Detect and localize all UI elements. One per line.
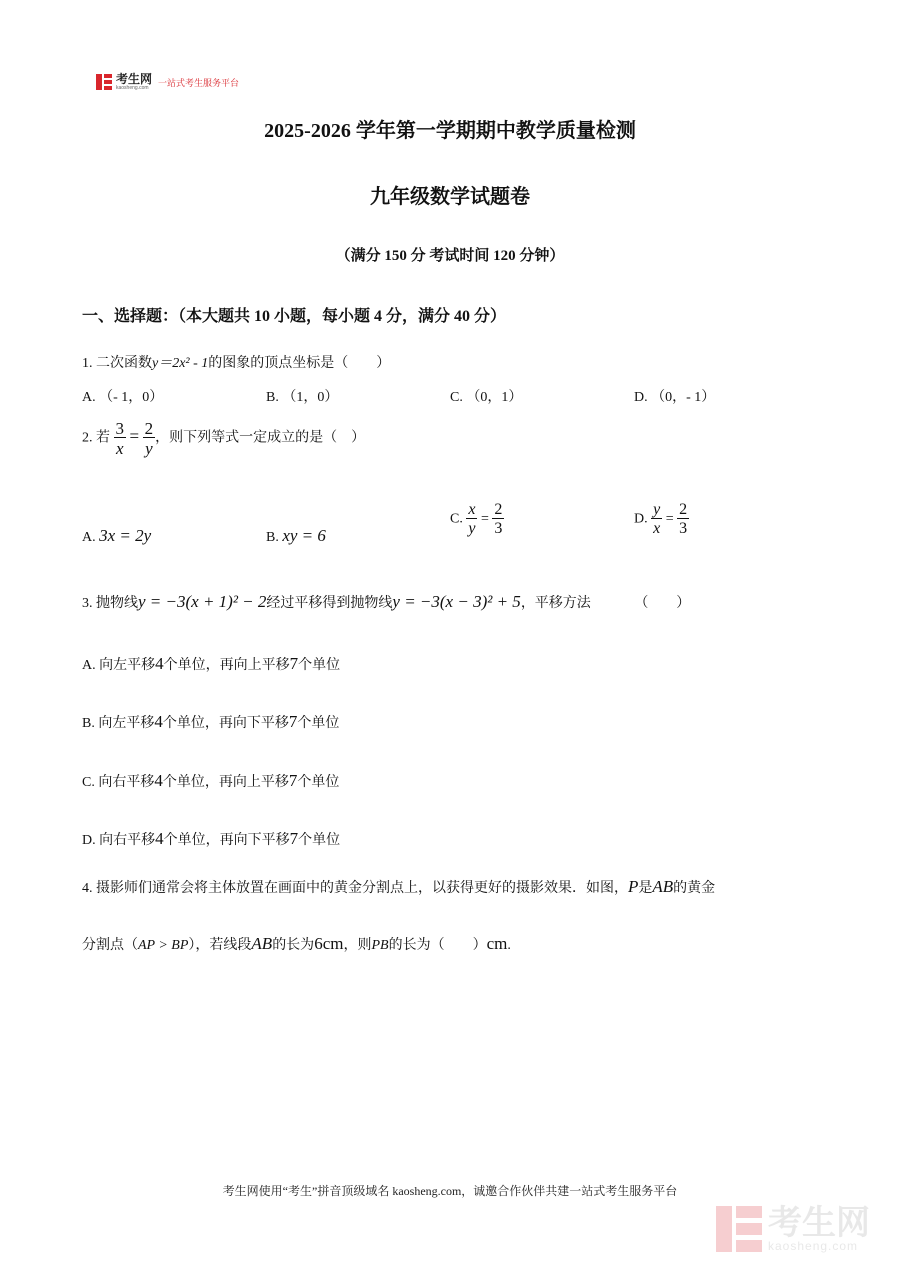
watermark-domain: kaosheng.com (768, 1239, 859, 1253)
question-text: 的黄金 (673, 881, 716, 896)
fraction-numerator: 2 (144, 419, 154, 438)
logo-name: 考生网 (116, 72, 153, 86)
question-text: ），若线段 (188, 938, 252, 953)
equals-sign: = (665, 511, 674, 527)
variable: AB (251, 934, 273, 953)
question-text: 的长为（ ） (388, 938, 487, 953)
option-text: 个单位 (298, 658, 341, 673)
option-formula: xy = 6 (282, 526, 326, 545)
fraction-denominator: x (653, 520, 661, 537)
option-text: 个单位，再向下平移 (163, 833, 290, 848)
watermark (716, 1206, 870, 1252)
fraction (492, 502, 504, 537)
option-text: 个单位 (298, 833, 341, 848)
question-text: 二次函数 (96, 356, 152, 371)
q3-option-b[interactable] (82, 712, 339, 732)
q1-option-c[interactable] (450, 386, 522, 406)
fraction (677, 502, 689, 537)
variable: AB (652, 877, 674, 896)
question-formula: y = −3(x − 3)² + 5 (392, 592, 521, 611)
logo-slogan: 一站式考生服务平台 (158, 77, 240, 88)
fraction-numerator: x (468, 501, 476, 518)
option-label: B. (266, 530, 279, 545)
question-text: 若 (96, 430, 110, 446)
question-text: ，则 (343, 938, 372, 953)
option-text: 个单位，再向下平移 (162, 716, 289, 731)
question-text: 摄影师们通常会将主体放置在画面中的黄金分割点上，以获得更好的摄影效果．如图， (96, 881, 628, 896)
option-label: C. (82, 775, 95, 790)
option-text: 向右平移 (98, 775, 155, 790)
option-label: B. (82, 716, 95, 731)
question-2 (82, 420, 365, 457)
question-text: 是 (638, 881, 653, 896)
option-formula: 3x = 2y (99, 526, 152, 545)
question-formula: y＝2x² - 1 (152, 356, 209, 371)
kaosheng-logo-icon (96, 74, 112, 90)
equals-sign: = (129, 426, 140, 446)
question-number: 3. (82, 596, 93, 611)
fraction (114, 420, 127, 457)
option-number: 7 (288, 712, 298, 731)
question-text: ，平移方法 (520, 596, 591, 611)
fraction-denominator: y (468, 520, 476, 537)
option-label: D. (634, 390, 648, 405)
fraction-numerator: 2 (494, 501, 503, 518)
option-text: （- 1，0） (99, 390, 164, 405)
question-text: 抛物线 (96, 596, 138, 611)
condition: AP > BP (138, 938, 189, 953)
fraction (466, 502, 477, 537)
option-number: 7 (289, 829, 299, 848)
question-formula: y = −3(x + 1)² − 2 (138, 592, 267, 611)
question-number: 2. (82, 430, 93, 446)
question-text: 的图象的顶点坐标是（ ） (208, 356, 391, 371)
fraction (651, 502, 662, 537)
q2-option-b[interactable] (266, 526, 326, 546)
q2-option-c[interactable] (450, 502, 504, 537)
option-number: 4 (155, 829, 164, 848)
section-heading: 一、选择题：（本大题共 10 小题，每小题 4 分，满分 40 分） (82, 308, 507, 325)
q1-option-a[interactable] (82, 386, 163, 406)
option-number: 7 (289, 654, 299, 673)
option-text: 个单位 (297, 775, 340, 790)
fraction-denominator: x (115, 439, 124, 458)
question-number: 4. (82, 881, 93, 896)
question-text: 分割点（ (82, 938, 138, 953)
watermark-logo-icon (716, 1206, 762, 1252)
header-logo (96, 72, 239, 92)
option-text: （1，0） (282, 390, 339, 405)
variable: P (628, 877, 639, 896)
option-text: 个单位，再向上平移 (162, 775, 289, 790)
question-text: 的长为 (272, 938, 315, 953)
question-number: 1. (82, 356, 93, 371)
option-label: A. (82, 530, 96, 545)
option-number: 4 (154, 712, 163, 731)
logo-domain: kaosheng.com (116, 85, 149, 91)
equals-sign: = (480, 511, 489, 527)
exam-info: （满分 150 分 考试时间 120 分钟） (335, 248, 565, 264)
period: . (507, 938, 511, 953)
option-label: B. (266, 390, 279, 405)
option-text: 向左平移 (98, 716, 155, 731)
option-label: C. (450, 390, 463, 405)
option-text: 向右平移 (99, 833, 156, 848)
option-label: D. (634, 511, 648, 527)
option-text: 个单位，再向上平移 (163, 658, 290, 673)
question-1 (82, 352, 390, 372)
option-label: A. (82, 390, 96, 405)
option-number: 4 (155, 654, 164, 673)
question-4 (82, 877, 715, 897)
fraction-denominator: 3 (679, 520, 688, 537)
question-4-continued (82, 934, 511, 954)
question-text: 经过平移得到抛物线 (266, 596, 393, 611)
option-number: 4 (154, 771, 163, 790)
option-text: 个单位 (297, 716, 340, 731)
answer-parentheses: （ ） (634, 596, 691, 611)
length-value: 6cm (314, 934, 344, 953)
exam-title: 2025-2026 学年第一学期期中教学质量检测 (264, 120, 636, 142)
q2-option-d[interactable] (634, 502, 689, 537)
q1-option-b[interactable] (266, 386, 338, 406)
fraction-denominator: 3 (494, 520, 503, 537)
exam-subject-title: 九年级数学试题卷 (370, 186, 530, 208)
q3-option-a[interactable] (82, 654, 340, 674)
fraction-numerator: y (653, 501, 661, 518)
question-text: ，则下列等式一定成立的是（ ） (155, 430, 366, 446)
fraction-numerator: 3 (115, 419, 124, 438)
variable: PB (371, 938, 389, 953)
q3-option-d[interactable] (82, 829, 340, 849)
question-3 (82, 592, 690, 612)
option-label: D. (82, 833, 96, 848)
option-text: （0，- 1） (651, 390, 716, 405)
option-number: 7 (288, 771, 298, 790)
option-text: 向左平移 (99, 658, 156, 673)
q2-option-a[interactable] (82, 526, 151, 546)
q1-option-d[interactable] (634, 386, 715, 406)
option-text: （0，1） (466, 390, 523, 405)
unit: cm (486, 934, 508, 953)
option-label: A. (82, 658, 96, 673)
q3-option-c[interactable] (82, 771, 339, 791)
fraction-denominator: y (145, 439, 153, 458)
option-label: C. (450, 511, 463, 527)
watermark-name: 考生网 (768, 1204, 870, 1242)
fraction-numerator: 2 (679, 501, 688, 518)
fraction (143, 420, 156, 457)
footer-text: 考生网使用“考生”拼音顶级域名 kaosheng.com，诚邀合作伙伴共建一站式考生服务平台 (222, 1184, 678, 1198)
